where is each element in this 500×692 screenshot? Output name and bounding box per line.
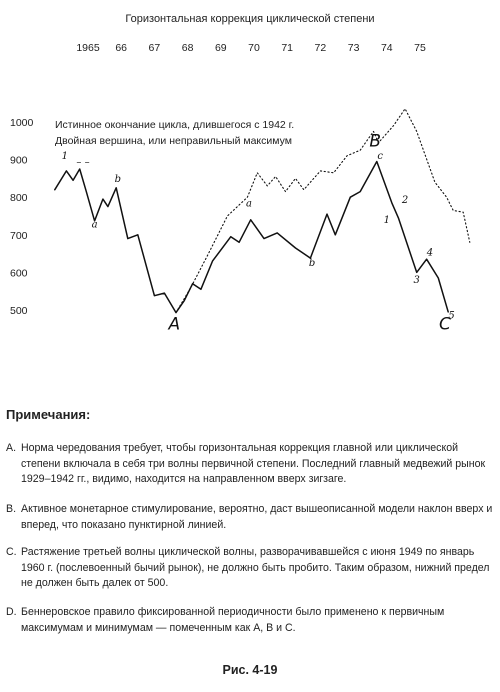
- x-tick-label: 74: [380, 42, 393, 54]
- x-tick-label: 72: [314, 42, 327, 54]
- figure-caption: Рис. 4-19: [222, 663, 278, 677]
- wave-label: 3: [413, 274, 420, 286]
- wave-label: 5: [448, 310, 455, 322]
- x-tick-label: 73: [347, 42, 360, 54]
- wave-label: 2: [401, 194, 409, 206]
- y-tick-label: 800: [10, 192, 28, 205]
- y-tick-label: 700: [10, 229, 28, 242]
- note-text: Активное монетарное стимулирование, вероятно, даст вышеописанной модели наклон вверх и вперед, что показано пунктирной линией.: [21, 503, 493, 531]
- chart-annotation-line-1: Истинное окончание цикла, длившегося с 1942 г.: [55, 119, 295, 131]
- y-tick-label: 500: [10, 305, 28, 317]
- wave-label: 1: [383, 214, 390, 226]
- note-letter: C.: [6, 546, 17, 558]
- wave-labels: [62, 131, 455, 334]
- notes-heading: Примечания:: [6, 407, 91, 422]
- x-tick-label: 75: [414, 42, 426, 54]
- note-a: [6, 441, 494, 488]
- wave-label: b: [308, 258, 316, 270]
- note-text: Растяжение третьей волны циклической волны, разворачивавшейся с июня 1949 по январь 1960 г. (послевоенный бычий рынок), не должно быть пробито. Таким образом, нижний предел не должен быть далек от 500.: [21, 546, 490, 589]
- x-tick-label: 71: [281, 42, 294, 54]
- wave-label: A: [168, 314, 181, 335]
- note-letter: D.: [6, 606, 17, 618]
- y-tick-label: 1000: [10, 117, 34, 129]
- chart-annotation-line-2: Двойная вершина, или неправильный максимум: [55, 135, 292, 147]
- note-letter: B.: [6, 503, 17, 515]
- note-text: Беннеровское правило фиксированной периодичности было применено к первичным максимумам и минимумам — помеченным как A, B и C.: [21, 606, 445, 634]
- wave-label: C: [438, 314, 451, 335]
- wave-label: c: [377, 150, 383, 162]
- x-tick-label: 69: [214, 42, 227, 54]
- note-c: [6, 545, 494, 592]
- wave-label: b: [114, 174, 122, 186]
- y-tick-label: 900: [10, 154, 28, 167]
- x-tick-label: 67: [148, 42, 161, 54]
- y-axis-labels: [10, 117, 34, 317]
- note-text: Норма чередования требует, чтобы горизонтальная коррекция главной или циклической степени включала в себя три волны первичной степени. Последний главный медвежий рынок 1929–1942 гг., видимо, находится на направленном вверх зигзаге.: [21, 442, 486, 485]
- wave-label: 1: [61, 150, 68, 162]
- x-tick-label: 68: [181, 42, 194, 54]
- wave-label: a: [246, 198, 253, 210]
- wave-label: a: [91, 219, 98, 231]
- x-axis-labels: [76, 42, 426, 54]
- note-letter: A.: [6, 442, 17, 454]
- wave-label: B: [369, 131, 382, 152]
- y-tick-label: 600: [10, 267, 28, 280]
- x-tick-label: 1965: [76, 42, 100, 54]
- x-tick-label: 66: [115, 42, 128, 54]
- x-tick-label: 70: [248, 42, 260, 54]
- wave-label: – –: [76, 157, 90, 169]
- wave-label: 4: [426, 247, 434, 259]
- note-d: [6, 605, 494, 636]
- chart-title: Горизонтальная коррекция циклической степени: [125, 13, 375, 25]
- note-b: [6, 502, 494, 533]
